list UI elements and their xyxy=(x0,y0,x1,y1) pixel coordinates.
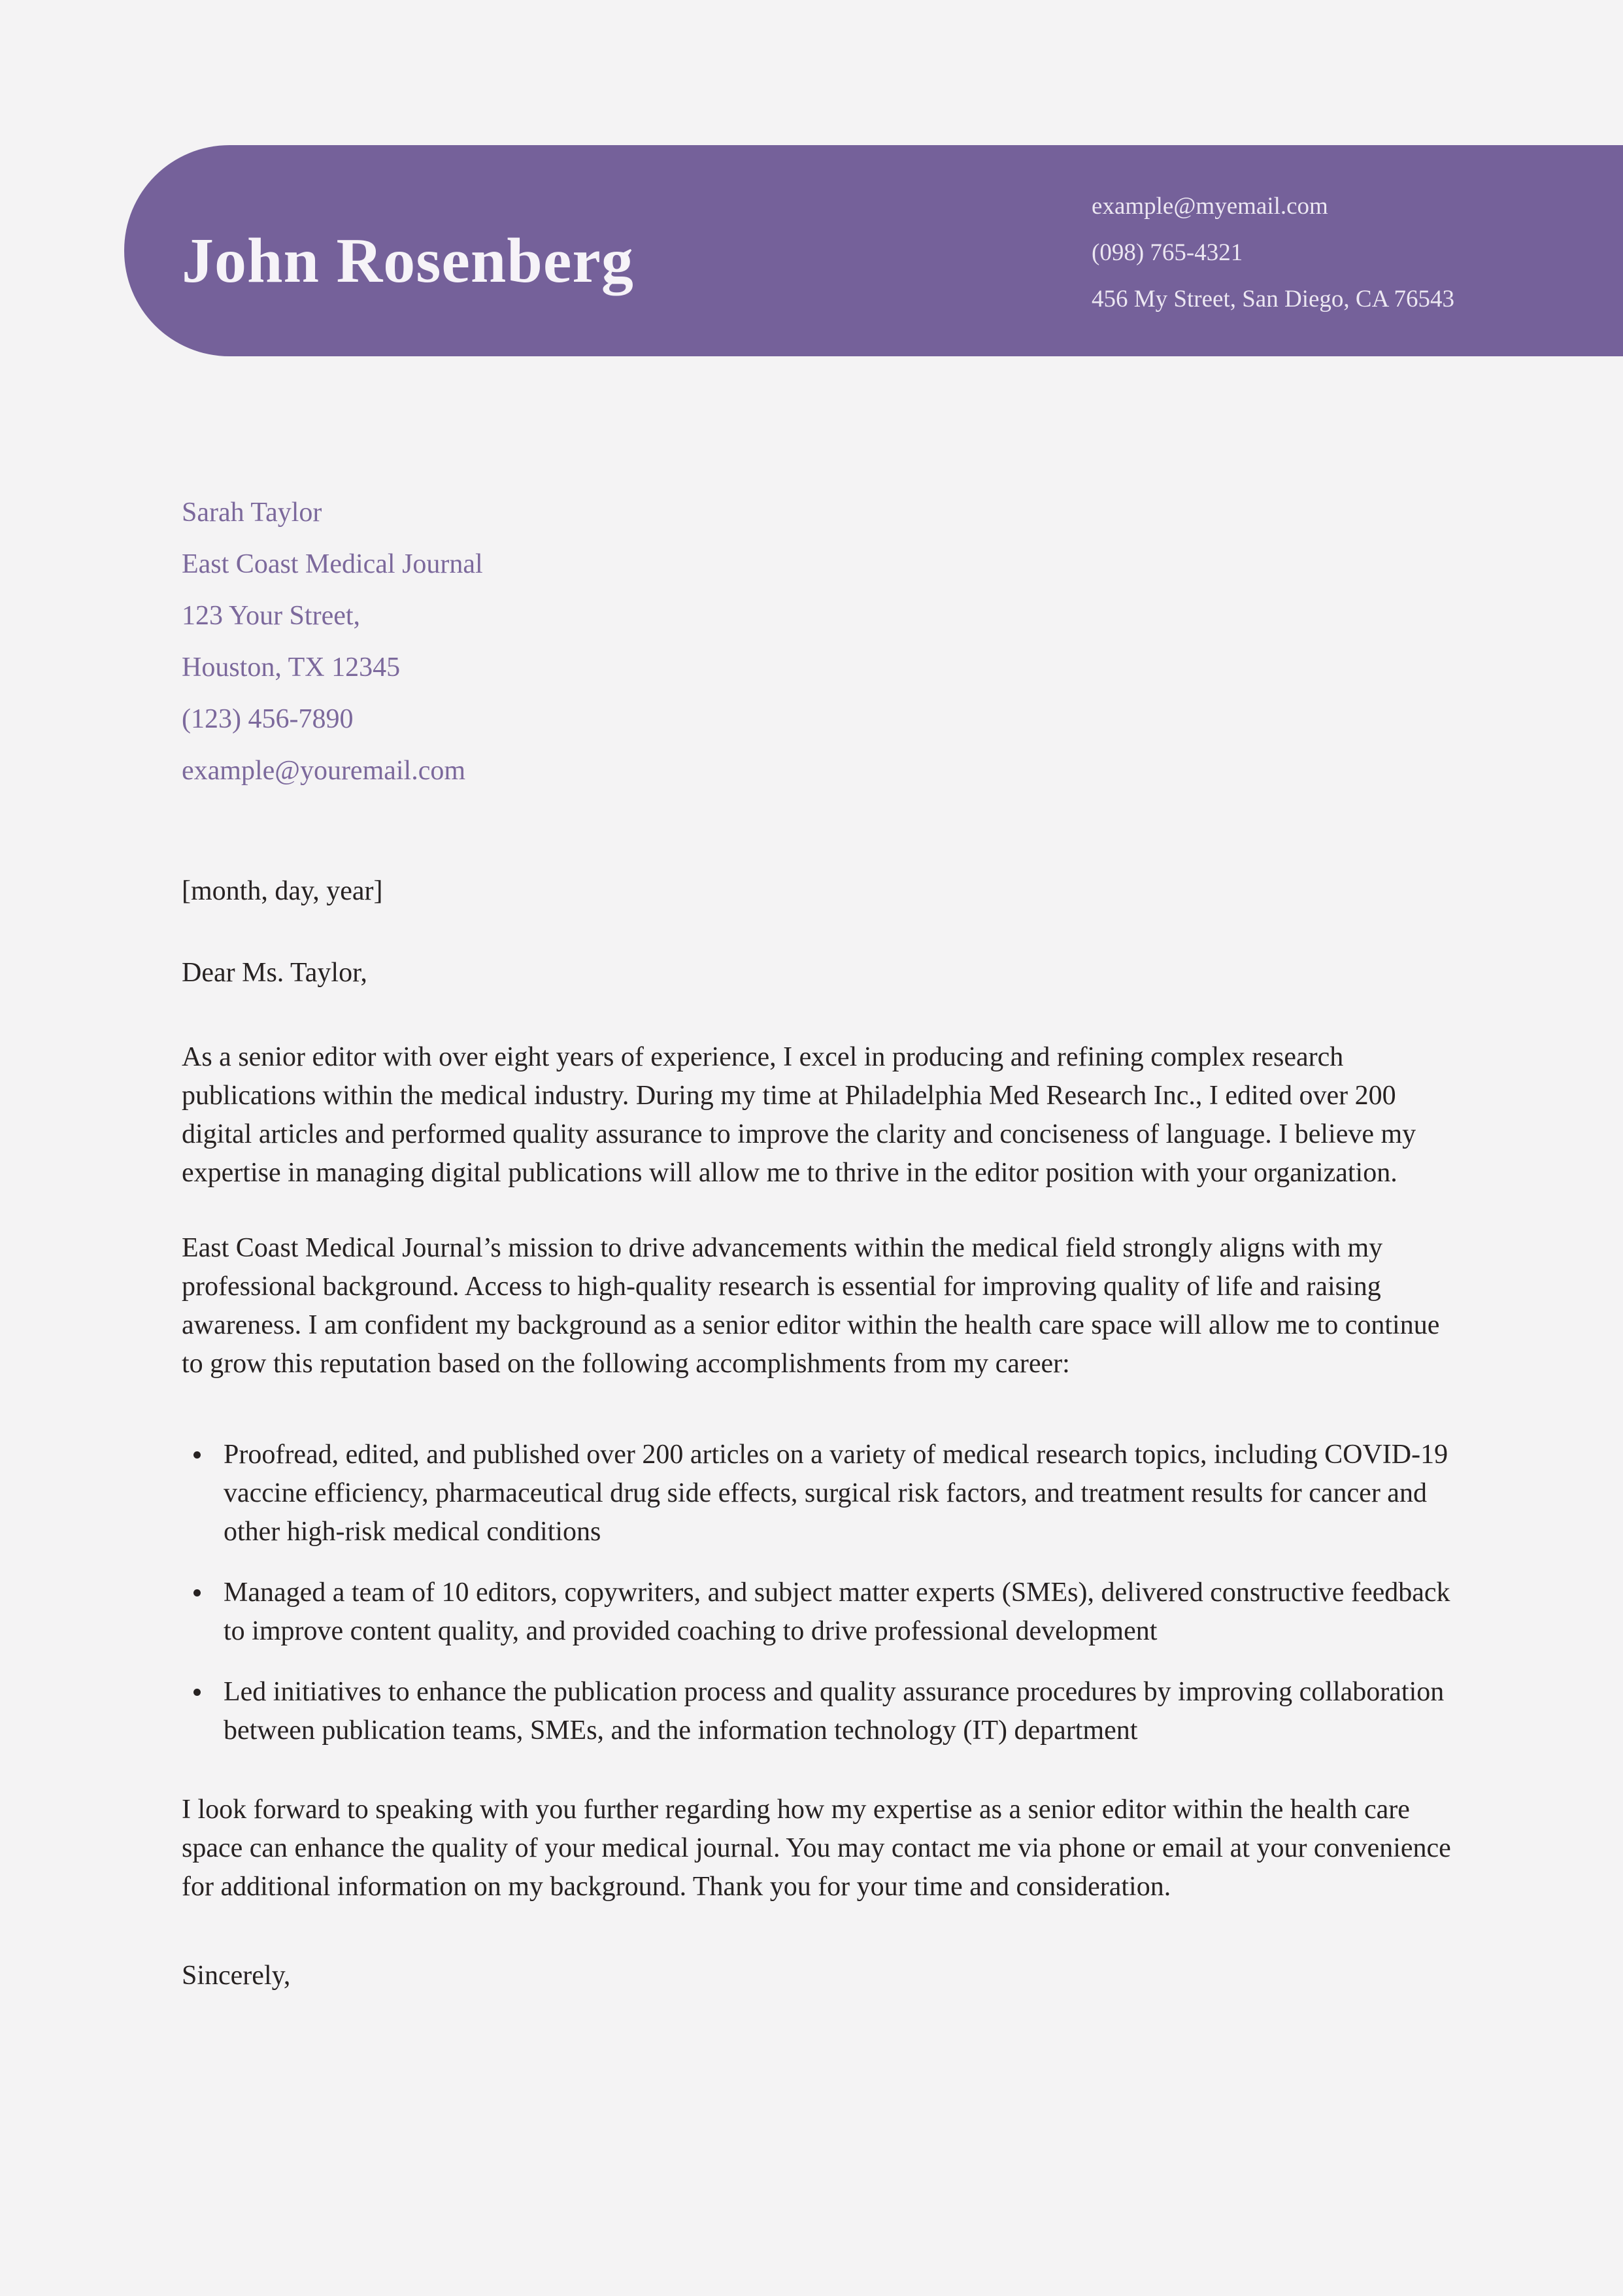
paragraph-intro: As a senior editor with over eight years of experience, I excel in producing and refining complex research publications within the medical industry. During my time at Philadelphia Med Research Inc., I edited over 200 digital articles and performed quality assurance to improve the clarity and conciseness of language. I believe my expertise in managing digital publications will allow me to thrive in the editor position with your organization. xyxy=(182,1042,1416,1188)
bullet-item-initiatives: Led initiatives to enhance the publication process and quality assurance procedures by improving collaboration between publication teams, SMEs, and the information technology (IT) department xyxy=(224,1673,1456,1750)
applicant-name: John Rosenberg xyxy=(182,225,634,296)
contact-block xyxy=(1092,183,1454,322)
recipient-street: 123 Your Street, xyxy=(182,601,361,631)
contact-email: example@myemail.com xyxy=(1092,193,1328,220)
bullet-item-team: Managed a team of 10 editors, copywriters, and subject matter experts (SMEs), delivered constructive feedback to improve content quality, and provided coaching to drive professional development xyxy=(224,1574,1456,1651)
accomplishments-list xyxy=(182,1436,1456,1750)
header-banner xyxy=(124,145,1623,356)
paragraph-closing: I look forward to speaking with you further regarding how my expertise as a senior editor within the health care space can enhance the quality of your medical journal. You may contact me via phone or email at your convenience for additional information on my background. Thank you for your time and consideration. xyxy=(182,1795,1451,1902)
letter-body xyxy=(182,487,1456,1995)
salutation: Dear Ms. Taylor, xyxy=(182,958,367,988)
contact-address: 456 My Street, San Diego, CA 76543 xyxy=(1092,286,1454,312)
recipient-company: East Coast Medical Journal xyxy=(182,549,483,579)
paragraph-mission: East Coast Medical Journal’s mission to drive advancements within the medical field strongly aligns with my professional background. Access to high-quality research is essential for improving quality of life and raising awareness. I am confident my background as a senior editor within the health care space will allow me to continue to grow this reputation based on the following accomplishments from my career: xyxy=(182,1233,1440,1379)
recipient-city: Houston, TX 12345 xyxy=(182,652,401,683)
recipient-phone: (123) 456-7890 xyxy=(182,704,354,734)
contact-phone: (098) 765-4321 xyxy=(1092,239,1243,266)
date-placeholder: [month, day, year] xyxy=(182,876,383,906)
signoff: Sincerely, xyxy=(182,1961,291,1991)
recipient-name: Sarah Taylor xyxy=(182,498,322,528)
bullet-item-articles: Proofread, edited, and published over 200 articles on a variety of medical research topics, including COVID-19 vaccine efficiency, pharmaceutical drug side effects, surgical risk factors, and treatment results for cancer and other high-risk medical conditions xyxy=(224,1436,1456,1551)
recipient-block xyxy=(182,487,1456,797)
recipient-email: example@youremail.com xyxy=(182,756,466,786)
